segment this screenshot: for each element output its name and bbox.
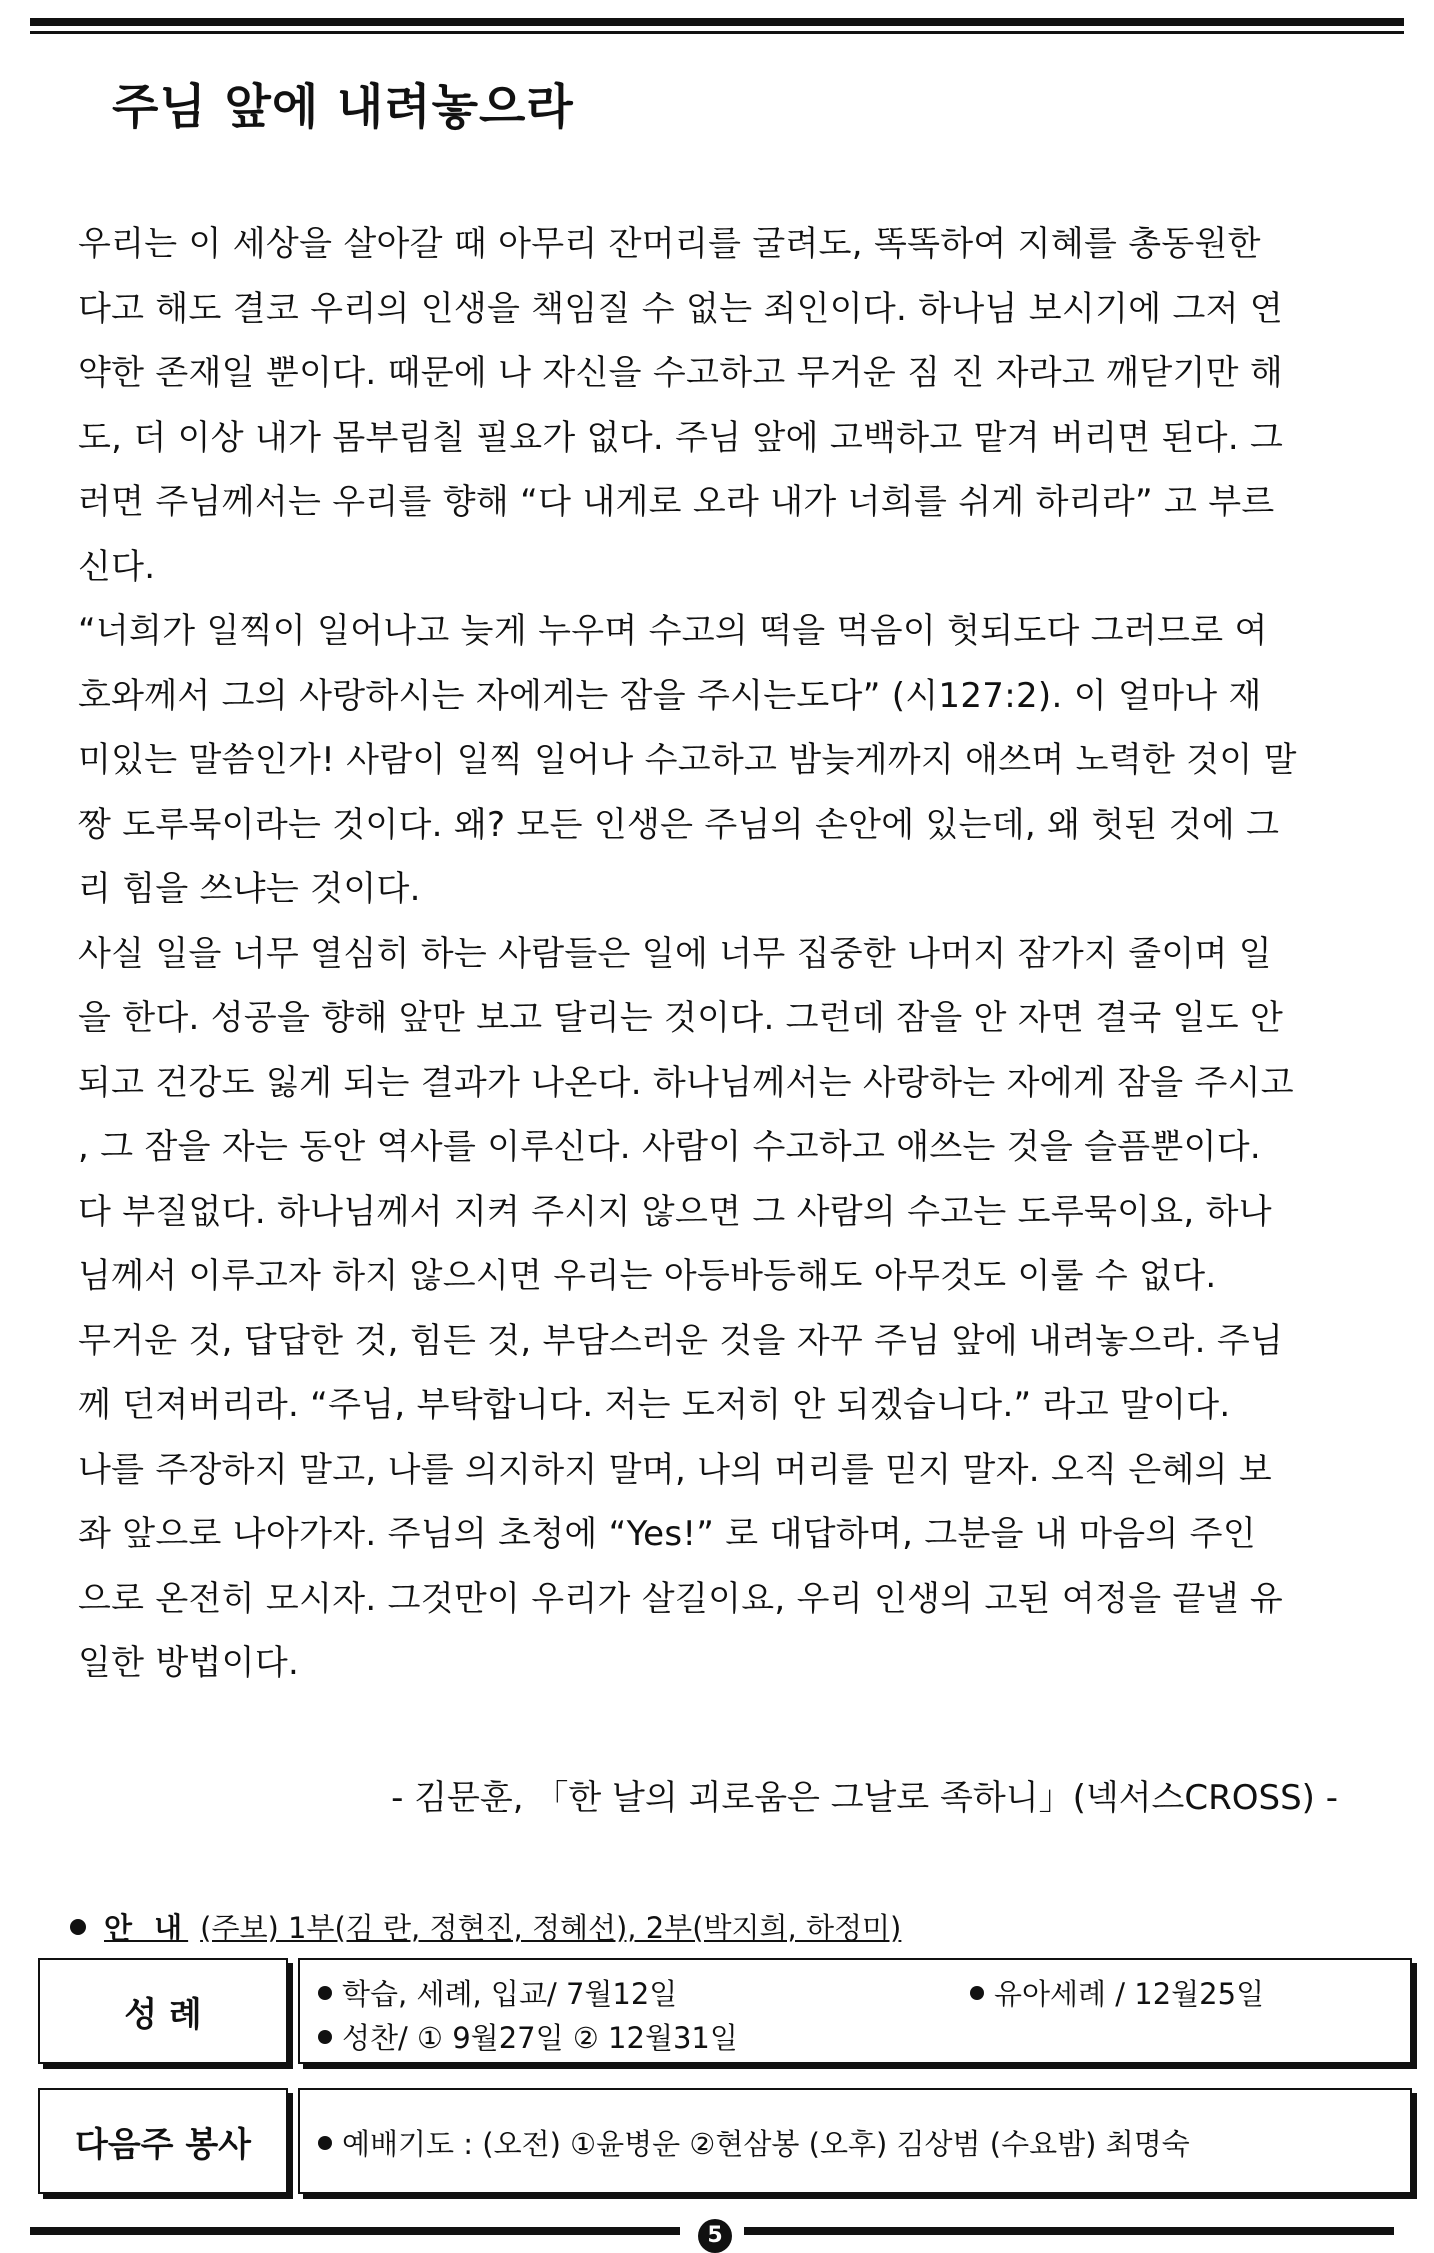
notice-label: 안 내 xyxy=(104,1911,189,1945)
page-number: 5 xyxy=(698,2219,732,2253)
bullet-icon xyxy=(318,2136,332,2150)
body-line: 도, 더 이상 내가 몸부림칠 필요가 없다. 주님 앞에 고백하고 맡겨 버리면 된다. 그 xyxy=(78,417,1284,458)
top-rule-thick xyxy=(30,18,1404,26)
next-week-label-box xyxy=(38,2088,288,2194)
sacrament-item: 성찬/ ① 9월27일 ② 12월31일 xyxy=(318,2016,738,2057)
sacraments-label: 성 례 xyxy=(124,1994,202,2035)
body-line: 리 힘을 쓰냐는 것이다. xyxy=(78,869,421,909)
body-line: 으로 온전히 모시자. 그것만이 우리가 살길이요, 우리 인생의 고된 여정을 끝낼 유 xyxy=(78,1578,1284,1619)
body-line: 미있는 말씀인가! 사람이 일찍 일어나 수고하고 밤늦게까지 애쓰며 노력한 것이 말 xyxy=(78,740,1297,780)
sacrament-item: 학습, 세례, 입교/ 7월12일 xyxy=(318,1972,677,2013)
body-line: 약한 존재일 뿐이다. 때문에 나 자신을 수고하고 무거운 짐 진 자라고 깨닫기만 해 xyxy=(78,353,1284,393)
body-line: 되고 건강도 잃게 되는 결과가 나온다. 하나님께서는 사랑하는 자에게 잠을 주시고 xyxy=(78,1062,1294,1103)
body-line: 좌 앞으로 나아가자. 주님의 초청에 “Yes!” 로 대답하며, 그분을 내 마음의 주인 xyxy=(78,1514,1256,1554)
body-line: 신다. xyxy=(78,546,156,587)
next-week-content-box xyxy=(298,2088,1412,2194)
body-line: 호와께서 그의 사랑하시는 자에게는 잠을 주시는도다” (시127:2). 이 얼마나 재 xyxy=(78,675,1262,716)
sacrament-item: 유아세례 / 12월25일 xyxy=(970,1972,1264,2013)
body-line: 러면 주님께서는 우리를 향해 “다 내게로 오라 내가 너희를 쉬게 하리라” 고 부르 xyxy=(78,482,1275,522)
notice-line xyxy=(70,1906,901,1947)
body-line: 우리는 이 세상을 살아갈 때 아무리 잔머리를 굴려도, 똑똑하여 지혜를 총동원한 xyxy=(78,224,1261,264)
bottom-rule-left xyxy=(30,2227,680,2235)
body-line: , 그 잠을 자는 동안 역사를 이루신다. 사람이 수고하고 애쓰는 것을 슬픔뿐이다. xyxy=(78,1127,1261,1167)
body-line: 일한 방법이다. xyxy=(78,1643,300,1683)
body-line: “너희가 일찍이 일어나고 늦게 누우며 수고의 떡을 먹음이 헛되도다 그러므로 여 xyxy=(78,611,1268,651)
service-item: 예배기도 : (오전) ①윤병운 ②현삼봉 (오후) 김상범 (수요밤) 최명숙 xyxy=(318,2122,1190,2163)
bullet-icon xyxy=(318,2030,332,2044)
next-week-label: 다음주 봉사 xyxy=(74,2124,252,2165)
bottom-rule-right xyxy=(744,2227,1394,2235)
notice-text: (주보) 1부(김 란, 정현진, 정혜선), 2부(박지희, 하정미) xyxy=(200,1911,902,1945)
body-line: 나를 주장하지 말고, 나를 의지하지 말며, 나의 머리를 믿지 말자. 오직 은혜의 보 xyxy=(78,1449,1273,1490)
body-line: 다고 해도 결코 우리의 인생을 책임질 수 없는 죄인이다. 하나님 보시기에 그저 연 xyxy=(78,288,1284,329)
body-line: 께 던져버리라. “주님, 부탁합니다. 저는 도저히 안 되겠습니다.” 라고 말이다. xyxy=(78,1385,1231,1425)
top-rule-thin xyxy=(30,31,1404,34)
body-line: 사실 일을 너무 열심히 하는 사람들은 일에 너무 집중한 나머지 잠가지 줄이며 일 xyxy=(78,933,1272,974)
body-line: 을 한다. 성공을 향해 앞만 보고 달리는 것이다. 그런데 잠을 안 자면 결국 일도 안 xyxy=(78,998,1284,1038)
sacraments-label-box xyxy=(38,1958,288,2064)
page-title: 주님 앞에 내려놓으라 xyxy=(112,79,574,135)
body-line: 짱 도루묵이라는 것이다. 왜? 모든 인생은 주님의 손안에 있는데, 왜 헛된 것에 그 xyxy=(78,804,1280,845)
body-line: 님께서 이루고자 하지 않으시면 우리는 아등바등해도 아무것도 이룰 수 없다. xyxy=(78,1256,1217,1296)
bullet-icon xyxy=(970,1986,984,2000)
bullet-icon xyxy=(318,1986,332,2000)
body-line: 다 부질없다. 하나님께서 지켜 주시지 않으면 그 사람의 수고는 도루묵이요, 하나 xyxy=(78,1191,1272,1232)
article-body xyxy=(78,212,1378,1696)
attribution: - 김문훈, 「한 날의 괴로움은 그날로 족하니」(넥서스CROSS) - xyxy=(391,1778,1338,1818)
bullet-icon xyxy=(70,1919,86,1935)
sacraments-content-box xyxy=(298,1958,1412,2064)
body-line: 무거운 것, 답답한 것, 힘든 것, 부담스러운 것을 자꾸 주님 앞에 내려놓으라. 주님 xyxy=(78,1320,1284,1361)
